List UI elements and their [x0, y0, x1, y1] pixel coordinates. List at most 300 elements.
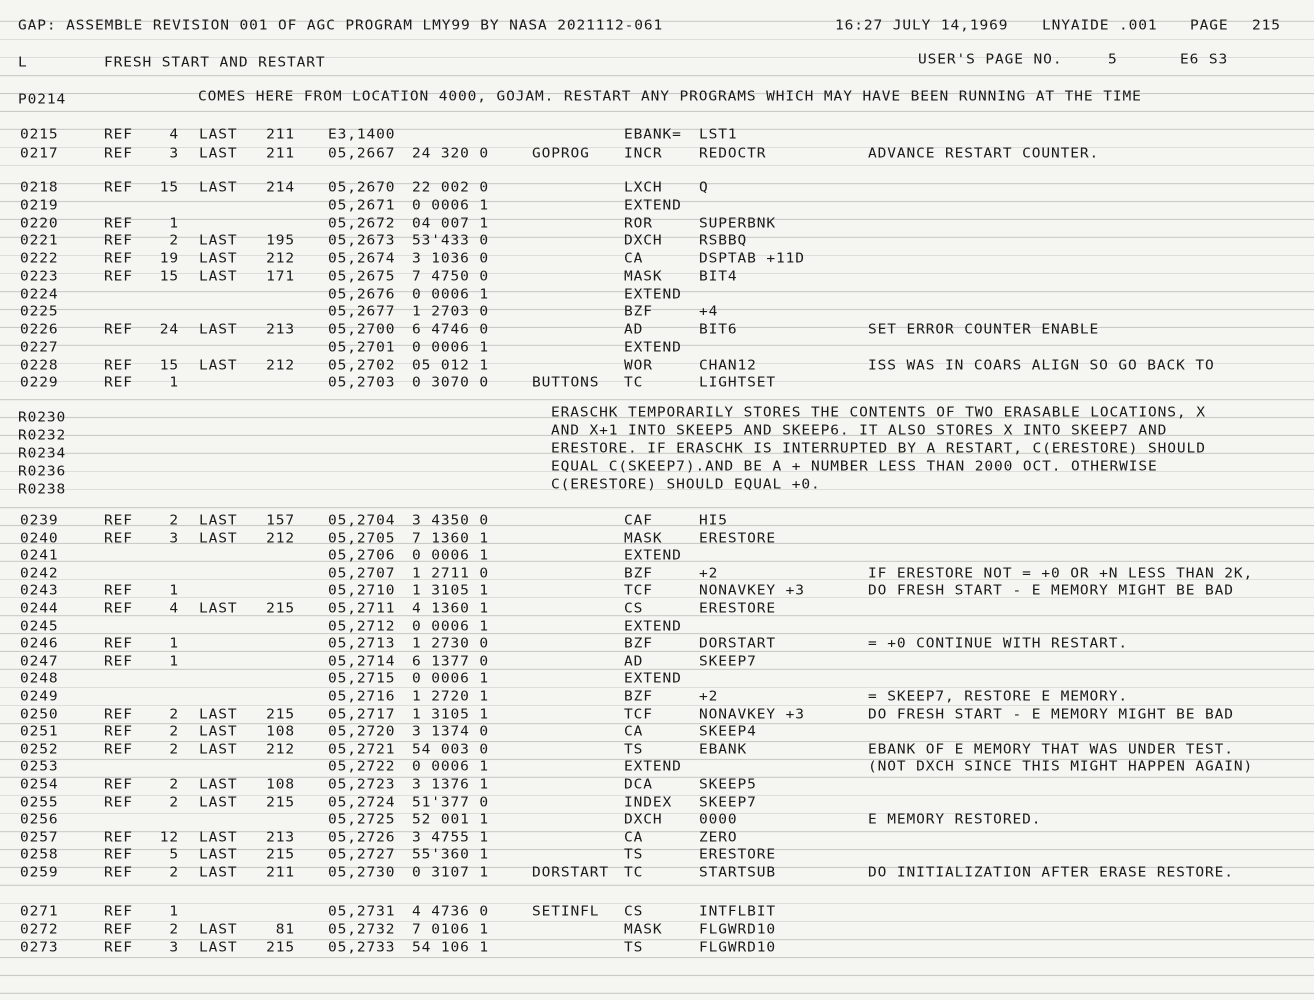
opcode: EXTEND [624, 548, 682, 564]
ref-label: REF [104, 654, 133, 670]
line-number: 0239 [20, 513, 59, 529]
ref-label: REF [104, 375, 133, 391]
operand: +4 [699, 304, 719, 320]
column-marker: L [18, 55, 28, 71]
octal-code: 0 0006 1 [412, 548, 490, 564]
comment: (NOT DXCH SINCE THIS MIGHT HAPPEN AGAIN) [868, 760, 1254, 775]
page-comment-text: COMES HERE FROM LOCATION 4000, GOJAM. RESTART ANY PROGRAMS WHICH MAY HAVE BEEN RUNNING AT THE TIME [198, 89, 1142, 105]
last-page: 213 [266, 830, 295, 846]
octal-code: 1 3105 1 [412, 584, 490, 599]
opcode: AD [624, 654, 644, 670]
ref-label: REF [104, 707, 133, 722]
line-number: 0256 [20, 812, 59, 828]
opcode: EXTEND [624, 198, 682, 214]
ref-label: REF [104, 922, 133, 938]
operand: ERESTORE [699, 601, 777, 617]
symbol-label: BUTTONS [532, 375, 600, 391]
listing-title: GAP: ASSEMBLE REVISION 001 OF AGC PROGRAM LMY99 BY NASA 2021112-061 [18, 18, 664, 34]
line-number: 0240 [20, 531, 59, 546]
octal-code: 6 1377 0 [412, 654, 490, 670]
line-number: 0251 [20, 724, 59, 740]
line-number: 0224 [20, 287, 59, 302]
operand: SKEEP5 [699, 777, 757, 793]
opcode: CA [624, 724, 644, 740]
comment: E MEMORY RESTORED. [868, 812, 1042, 828]
ref-label: REF [104, 830, 133, 846]
address: 05,2731 [328, 904, 396, 920]
ref-label: REF [104, 358, 133, 373]
address: 05,2671 [328, 198, 396, 214]
octal-code: 24 320 0 [412, 146, 490, 161]
operand: +2 [699, 689, 719, 705]
ref-label: REF [104, 904, 133, 920]
opcode: EBANK= [624, 127, 682, 143]
opcode: DXCH [624, 812, 663, 828]
comment: IF ERESTORE NOT = +0 OR +N LESS THAN 2K, [868, 566, 1254, 582]
opcode: MASK [624, 922, 663, 938]
octal-code: 4 1360 1 [412, 601, 490, 617]
ref-label: REF [104, 531, 133, 546]
last-label: LAST [199, 180, 238, 196]
ref-count: 3 [169, 146, 179, 161]
operand: SUPERBNK [699, 216, 777, 231]
last-page: 211 [266, 146, 295, 161]
comment: DO FRESH START - E MEMORY MIGHT BE BAD [868, 707, 1234, 722]
line-number: 0229 [20, 375, 59, 391]
operand: NONAVKEY +3 [699, 707, 805, 722]
line-number: 0222 [20, 251, 59, 267]
last-page: 214 [266, 180, 295, 196]
operand: DSPTAB +11D [699, 251, 805, 267]
comment: EBANK OF E MEMORY THAT WAS UNDER TEST. [868, 742, 1234, 758]
ref-count: 3 [169, 531, 179, 546]
line-number: 0215 [20, 127, 59, 143]
ref-count: 1 [169, 904, 179, 920]
address: 05,2710 [328, 584, 396, 599]
address: E3,1400 [328, 127, 396, 143]
octal-code: 04 007 1 [412, 216, 490, 231]
last-page: 215 [266, 795, 295, 810]
ref-count: 15 [159, 358, 179, 373]
address: 05,2726 [328, 830, 396, 846]
opcode: TC [624, 865, 644, 881]
octal-code: 54 003 0 [412, 742, 490, 758]
remark-line-number: R0238 [18, 482, 67, 498]
ref-label: REF [104, 865, 133, 881]
address: 05,2714 [328, 654, 396, 670]
remark-text-line: EQUAL C(SKEEP7).AND BE A + NUMBER LESS THAN 2000 OCT. OTHERWISE [551, 459, 1158, 475]
ref-label: REF [104, 724, 133, 740]
octal-code: 05 012 1 [412, 358, 490, 373]
address: 05,2703 [328, 375, 396, 391]
opcode: TS [624, 848, 644, 863]
address: 05,2702 [328, 358, 396, 373]
last-label: LAST [199, 127, 238, 143]
address: 05,2700 [328, 322, 396, 338]
ref-label: REF [104, 777, 133, 793]
octal-code: 3 1374 0 [412, 724, 490, 740]
address: 05,2725 [328, 812, 396, 828]
symbol-label: DORSTART [532, 865, 610, 881]
operand: LIGHTSET [699, 375, 777, 391]
line-number: 0221 [20, 233, 59, 249]
address: 05,2715 [328, 672, 396, 687]
ref-label: REF [104, 795, 133, 810]
address: 05,2706 [328, 548, 396, 564]
octal-code: 3 4755 1 [412, 830, 490, 846]
operand: DORSTART [699, 636, 777, 652]
opcode: LXCH [624, 180, 663, 196]
last-page: 157 [266, 513, 295, 529]
octal-code: 0 0006 1 [412, 619, 490, 634]
opcode: CS [624, 601, 644, 617]
last-label: LAST [199, 531, 238, 546]
opcode: ROR [624, 216, 653, 231]
opcode: TS [624, 940, 644, 956]
octal-code: 0 3070 0 [412, 375, 490, 391]
address: 05,2732 [328, 922, 396, 938]
comment: = +0 CONTINUE WITH RESTART. [868, 636, 1129, 652]
address: 05,2674 [328, 251, 396, 267]
operand: Q [699, 180, 709, 196]
address: 05,2676 [328, 287, 396, 302]
ref-count: 12 [159, 830, 179, 846]
ref-count: 2 [169, 707, 179, 722]
page-label: PAGE [1190, 18, 1229, 34]
last-page: 212 [266, 358, 295, 373]
line-number: 0271 [20, 904, 59, 920]
remark-text-line: ERASCHK TEMPORARILY STORES THE CONTENTS OF TWO ERASABLE LOCATIONS, X [551, 405, 1206, 421]
line-number: 0244 [20, 601, 59, 617]
operand: BIT6 [699, 322, 738, 338]
last-label: LAST [199, 865, 238, 881]
ref-count: 2 [169, 922, 179, 938]
line-number: 0226 [20, 322, 59, 338]
opcode: BZF [624, 636, 653, 652]
opcode: CA [624, 251, 644, 267]
ref-label: REF [104, 636, 133, 652]
remark-line-number: R0236 [18, 464, 67, 480]
address: 05,2707 [328, 566, 396, 582]
last-label: LAST [199, 358, 238, 373]
line-number: 0273 [20, 940, 59, 956]
last-label: LAST [199, 848, 238, 863]
ref-label: REF [104, 322, 133, 338]
comment: ISS WAS IN COARS ALIGN SO GO BACK TO [868, 358, 1215, 373]
opcode: INCR [624, 146, 663, 161]
octal-code: 51'377 0 [412, 795, 490, 810]
remark-line-number: R0232 [18, 428, 67, 444]
ref-count: 4 [169, 127, 179, 143]
symbol-label: GOPROG [532, 146, 590, 161]
operand: INTFLBIT [699, 904, 777, 920]
operand: HI5 [699, 513, 728, 529]
line-number: 0219 [20, 198, 59, 214]
line-number: 0248 [20, 672, 59, 687]
ref-label: REF [104, 269, 133, 285]
opcode: CS [624, 904, 644, 920]
ref-label: REF [104, 216, 133, 231]
opcode: BZF [624, 689, 653, 705]
address: 05,2705 [328, 531, 396, 546]
line-number: 0245 [20, 619, 59, 634]
remark-text-line: C(ERESTORE) SHOULD EQUAL +0. [551, 477, 821, 493]
ref-count: 4 [169, 601, 179, 617]
ref-count: 2 [169, 513, 179, 529]
octal-code: 4 4736 0 [412, 904, 490, 920]
octal-code: 1 2730 0 [412, 636, 490, 652]
address: 05,2677 [328, 304, 396, 320]
comment: ADVANCE RESTART COUNTER. [868, 146, 1100, 161]
operand: BIT4 [699, 269, 738, 285]
last-label: LAST [199, 233, 238, 249]
last-label: LAST [199, 269, 238, 285]
symbol-label: SETINFL [532, 904, 600, 920]
address: 05,2727 [328, 848, 396, 863]
operand: 0000 [699, 812, 738, 828]
opcode: BZF [624, 566, 653, 582]
operand: FLGWRD10 [699, 922, 777, 938]
last-label: LAST [199, 795, 238, 810]
operand: ERESTORE [699, 531, 777, 546]
last-page: 212 [266, 251, 295, 267]
line-number: 0259 [20, 865, 59, 881]
operand: REDOCTR [699, 146, 767, 161]
octal-code: 1 2711 0 [412, 566, 490, 582]
opcode: CA [624, 830, 644, 846]
ref-label: REF [104, 146, 133, 161]
remark-line-number: R0230 [18, 410, 67, 426]
octal-code: 55'360 1 [412, 848, 490, 863]
opcode: TCF [624, 584, 653, 599]
operand: LST1 [699, 127, 738, 143]
operand: STARTSUB [699, 865, 777, 881]
operand: SKEEP4 [699, 724, 757, 740]
address: 05,2721 [328, 742, 396, 758]
operand: ERESTORE [699, 848, 777, 863]
address: 05,2723 [328, 777, 396, 793]
ref-count: 2 [169, 233, 179, 249]
opcode: WOR [624, 358, 653, 373]
address: 05,2716 [328, 689, 396, 705]
last-page: 213 [266, 322, 295, 338]
line-number: 0249 [20, 689, 59, 705]
last-page: 211 [266, 127, 295, 143]
comment: = SKEEP7, RESTORE E MEMORY. [868, 689, 1129, 705]
ref-label: REF [104, 180, 133, 196]
ref-count: 1 [169, 654, 179, 670]
line-number: 0255 [20, 795, 59, 810]
octal-code: 0 0006 1 [412, 198, 490, 214]
line-number: 0242 [20, 566, 59, 582]
ref-label: REF [104, 848, 133, 863]
comment: DO INITIALIZATION AFTER ERASE RESTORE. [868, 865, 1234, 881]
octal-code: 52 001 1 [412, 812, 490, 828]
address: 05,2712 [328, 619, 396, 634]
address: 05,2673 [328, 233, 396, 249]
opcode: EXTEND [624, 619, 682, 634]
line-number: 0252 [20, 742, 59, 758]
opcode: TCF [624, 707, 653, 722]
ref-label: REF [104, 601, 133, 617]
last-page: 108 [266, 724, 295, 740]
last-label: LAST [199, 830, 238, 846]
address: 05,2701 [328, 340, 396, 356]
last-label: LAST [199, 707, 238, 722]
line-number: 0228 [20, 358, 59, 373]
ref-count: 2 [169, 777, 179, 793]
section-title: FRESH START AND RESTART [104, 55, 326, 71]
operand: ZERO [699, 830, 738, 846]
ref-count: 24 [159, 322, 179, 338]
octal-code: 1 3105 1 [412, 707, 490, 722]
line-number: 0253 [20, 760, 59, 775]
opcode: EXTEND [624, 672, 682, 687]
address: 05,2711 [328, 601, 396, 617]
ref-count: 15 [159, 269, 179, 285]
address: 05,2675 [328, 269, 396, 285]
octal-code: 7 4750 0 [412, 269, 490, 285]
last-label: LAST [199, 601, 238, 617]
remark-text-line: AND X+1 INTO SKEEP5 AND SKEEP6. IT ALSO STORES X INTO SKEEP7 AND [551, 423, 1168, 439]
last-label: LAST [199, 322, 238, 338]
remark-line-number: R0234 [18, 446, 67, 462]
opcode: EXTEND [624, 760, 682, 775]
octal-code: 1 2703 0 [412, 304, 490, 320]
opcode: DCA [624, 777, 653, 793]
last-label: LAST [199, 146, 238, 161]
last-label: LAST [199, 513, 238, 529]
ref-count: 1 [169, 636, 179, 652]
ref-label: REF [104, 940, 133, 956]
operand: RSBBQ [699, 233, 748, 249]
ref-label: REF [104, 584, 133, 599]
octal-code: 0 0006 1 [412, 340, 490, 356]
address: 05,2670 [328, 180, 396, 196]
octal-code: 54 106 1 [412, 940, 490, 956]
line-number: 0272 [20, 922, 59, 938]
line-number: 0225 [20, 304, 59, 320]
ref-count: 15 [159, 180, 179, 196]
operand: EBANK [699, 742, 748, 758]
opcode: MASK [624, 531, 663, 546]
octal-code: 7 0106 1 [412, 922, 490, 938]
address: 05,2720 [328, 724, 396, 740]
line-number: 0254 [20, 777, 59, 793]
line-number: 0220 [20, 216, 59, 231]
ref-count: 5 [169, 848, 179, 863]
ref-count: 2 [169, 742, 179, 758]
page-number: 215 [1252, 18, 1281, 34]
address: 05,2713 [328, 636, 396, 652]
last-page: 195 [266, 233, 295, 249]
users-page-number: 5 [1108, 52, 1118, 68]
last-label: LAST [199, 251, 238, 267]
opcode: AD [624, 322, 644, 338]
octal-code: 3 1036 0 [412, 251, 490, 267]
line-number: 0223 [20, 269, 59, 285]
ref-count: 3 [169, 940, 179, 956]
address: 05,2730 [328, 865, 396, 881]
operand: SKEEP7 [699, 795, 757, 810]
last-page: 215 [266, 601, 295, 617]
ref-count: 1 [169, 584, 179, 599]
line-number: 0250 [20, 707, 59, 722]
opcode: INDEX [624, 795, 673, 810]
opcode: TS [624, 742, 644, 758]
code-ref: E6 S3 [1180, 52, 1229, 68]
last-page: 215 [266, 940, 295, 956]
ref-label: REF [104, 251, 133, 267]
last-label: LAST [199, 777, 238, 793]
last-label: LAST [199, 742, 238, 758]
octal-code: 0 3107 1 [412, 865, 490, 881]
users-page-label: USER'S PAGE NO. [918, 52, 1063, 68]
ref-label: REF [104, 233, 133, 249]
octal-code: 3 1376 1 [412, 777, 490, 793]
ref-count: 2 [169, 865, 179, 881]
line-number: 0218 [20, 180, 59, 196]
ref-label: REF [104, 742, 133, 758]
line-number: 0243 [20, 584, 59, 599]
opcode: MASK [624, 269, 663, 285]
remark-text-line: ERESTORE. IF ERASCHK IS INTERRUPTED BY A RESTART, C(ERESTORE) SHOULD [551, 441, 1206, 457]
last-page: 215 [266, 848, 295, 863]
last-page: 81 [275, 922, 295, 938]
octal-code: 7 1360 1 [412, 531, 490, 546]
octal-code: 1 2720 1 [412, 689, 490, 705]
ref-count: 2 [169, 795, 179, 810]
octal-code: 0 0006 1 [412, 287, 490, 302]
line-number: 0217 [20, 146, 59, 161]
last-page: 108 [266, 777, 295, 793]
octal-code: 0 0006 1 [412, 672, 490, 687]
last-page: 171 [266, 269, 295, 285]
last-page: 212 [266, 742, 295, 758]
comment: SET ERROR COUNTER ENABLE [868, 322, 1100, 338]
ref-count: 2 [169, 724, 179, 740]
ref-count: 1 [169, 216, 179, 231]
operand: FLGWRD10 [699, 940, 777, 956]
address: 05,2704 [328, 513, 396, 529]
octal-code: 22 002 0 [412, 180, 490, 196]
octal-code: 53'433 0 [412, 233, 490, 249]
last-page: 215 [266, 707, 295, 722]
operand: +2 [699, 566, 719, 582]
line-number: 0257 [20, 830, 59, 846]
line-number: 0258 [20, 848, 59, 863]
opcode: TC [624, 375, 644, 391]
octal-code: 6 4746 0 [412, 322, 490, 338]
ref-label: REF [104, 127, 133, 143]
line-number: 0241 [20, 548, 59, 564]
opcode: EXTEND [624, 340, 682, 356]
comment: DO FRESH START - E MEMORY MIGHT BE BAD [868, 584, 1234, 599]
address: 05,2667 [328, 146, 396, 161]
last-page: 211 [266, 865, 295, 881]
ref-count: 1 [169, 375, 179, 391]
ref-label: REF [104, 513, 133, 529]
last-label: LAST [199, 940, 238, 956]
octal-code: 0 0006 1 [412, 760, 490, 775]
line-number: 0247 [20, 654, 59, 670]
operand: NONAVKEY +3 [699, 584, 805, 599]
page-comment-line: P0214 [18, 92, 67, 108]
line-number: 0227 [20, 340, 59, 356]
line-number: 0246 [20, 636, 59, 652]
listing-system: LNYAIDE .001 [1042, 18, 1158, 34]
opcode: EXTEND [624, 287, 682, 302]
